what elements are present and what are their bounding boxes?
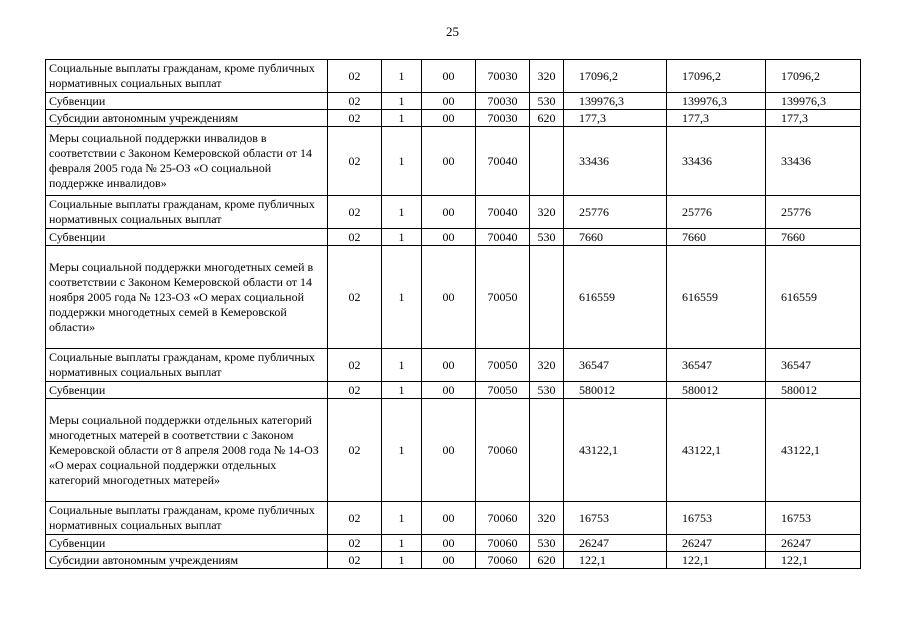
amount-year2-cell: 616559 <box>667 246 766 349</box>
amount-year1-cell: 25776 <box>564 196 667 229</box>
article-code-cell: 70050 <box>476 349 530 382</box>
article-code-cell: 70050 <box>476 382 530 399</box>
article-code-cell: 70050 <box>476 246 530 349</box>
program-code-cell: 1 <box>382 246 422 349</box>
program-code-cell: 1 <box>382 552 422 569</box>
amount-year3-cell: 43122,1 <box>766 399 861 502</box>
article-code-cell: 70060 <box>476 552 530 569</box>
section-code-cell: 02 <box>328 502 382 535</box>
table-row <box>46 399 861 502</box>
row-name-cell: Субвенции <box>46 535 328 552</box>
expense-type-cell: 530 <box>530 93 564 110</box>
program-code-cell: 1 <box>382 502 422 535</box>
section-code-cell: 02 <box>328 127 382 196</box>
subprogram-code-cell: 00 <box>422 229 476 246</box>
amount-year3-cell: 25776 <box>766 196 861 229</box>
row-name-cell: Меры социальной поддержки отдельных категорий многодетных матерей в соответствии с Законом Кемеровской области от 8 апреля 2008 года № 14-ОЗ «О мерах социальной поддержки отдельных категорий многодетных матерей» <box>46 399 328 502</box>
program-code-cell: 1 <box>382 93 422 110</box>
amount-year3-cell: 33436 <box>766 127 861 196</box>
subprogram-code-cell: 00 <box>422 110 476 127</box>
program-code-cell: 1 <box>382 535 422 552</box>
article-code-cell: 70040 <box>476 229 530 246</box>
expense-type-cell: 530 <box>530 535 564 552</box>
row-name-cell: Социальные выплаты гражданам, кроме публичных нормативных социальных выплат <box>46 349 328 382</box>
expense-type-cell: 530 <box>530 229 564 246</box>
table-row <box>46 535 861 552</box>
table-row <box>46 382 861 399</box>
amount-year1-cell: 16753 <box>564 502 667 535</box>
section-code-cell: 02 <box>328 229 382 246</box>
amount-year3-cell: 580012 <box>766 382 861 399</box>
row-name-cell: Субвенции <box>46 229 328 246</box>
article-code-cell: 70060 <box>476 502 530 535</box>
table-row <box>46 127 861 196</box>
amount-year1-cell: 7660 <box>564 229 667 246</box>
amount-year1-cell: 26247 <box>564 535 667 552</box>
section-code-cell: 02 <box>328 196 382 229</box>
program-code-cell: 1 <box>382 229 422 246</box>
program-code-cell: 1 <box>382 196 422 229</box>
subprogram-code-cell: 00 <box>422 535 476 552</box>
expense-type-cell: 320 <box>530 349 564 382</box>
program-code-cell: 1 <box>382 399 422 502</box>
amount-year1-cell: 43122,1 <box>564 399 667 502</box>
amount-year2-cell: 177,3 <box>667 110 766 127</box>
amount-year3-cell: 139976,3 <box>766 93 861 110</box>
section-code-cell: 02 <box>328 246 382 349</box>
expense-type-cell: 320 <box>530 502 564 535</box>
section-code-cell: 02 <box>328 382 382 399</box>
table-row <box>46 502 861 535</box>
table-row <box>46 196 861 229</box>
article-code-cell: 70030 <box>476 60 530 93</box>
section-code-cell: 02 <box>328 349 382 382</box>
amount-year2-cell: 43122,1 <box>667 399 766 502</box>
amount-year1-cell: 33436 <box>564 127 667 196</box>
subprogram-code-cell: 00 <box>422 246 476 349</box>
section-code-cell: 02 <box>328 110 382 127</box>
expense-type-cell: 320 <box>530 196 564 229</box>
amount-year2-cell: 139976,3 <box>667 93 766 110</box>
table-row <box>46 110 861 127</box>
article-code-cell: 70030 <box>476 93 530 110</box>
article-code-cell: 70060 <box>476 535 530 552</box>
amount-year3-cell: 36547 <box>766 349 861 382</box>
table-row <box>46 60 861 93</box>
subprogram-code-cell: 00 <box>422 196 476 229</box>
amount-year2-cell: 36547 <box>667 349 766 382</box>
amount-year2-cell: 580012 <box>667 382 766 399</box>
program-code-cell: 1 <box>382 382 422 399</box>
table-row <box>46 229 861 246</box>
subprogram-code-cell: 00 <box>422 60 476 93</box>
row-name-cell: Меры социальной поддержки инвалидов в соответствии с Законом Кемеровской области от 14 февраля 2005 года № 25-ОЗ «О социальной поддержке инвалидов» <box>46 127 328 196</box>
section-code-cell: 02 <box>328 535 382 552</box>
article-code-cell: 70040 <box>476 196 530 229</box>
article-code-cell: 70030 <box>476 110 530 127</box>
amount-year1-cell: 122,1 <box>564 552 667 569</box>
amount-year3-cell: 7660 <box>766 229 861 246</box>
article-code-cell: 70040 <box>476 127 530 196</box>
row-name-cell: Меры социальной поддержки многодетных семей в соответствии с Законом Кемеровской области от 14 ноября 2005 года № 123-ОЗ «О мерах социальной поддержки многодетных семей в Кемеровской области» <box>46 246 328 349</box>
amount-year3-cell: 26247 <box>766 535 861 552</box>
row-name-cell: Социальные выплаты гражданам, кроме публичных нормативных социальных выплат <box>46 502 328 535</box>
amount-year1-cell: 36547 <box>564 349 667 382</box>
amount-year2-cell: 33436 <box>667 127 766 196</box>
subprogram-code-cell: 00 <box>422 502 476 535</box>
subprogram-code-cell: 00 <box>422 552 476 569</box>
program-code-cell: 1 <box>382 127 422 196</box>
table-row <box>46 349 861 382</box>
program-code-cell: 1 <box>382 110 422 127</box>
section-code-cell: 02 <box>328 60 382 93</box>
amount-year2-cell: 25776 <box>667 196 766 229</box>
subprogram-code-cell: 00 <box>422 93 476 110</box>
amount-year2-cell: 122,1 <box>667 552 766 569</box>
amount-year3-cell: 177,3 <box>766 110 861 127</box>
row-name-cell: Субвенции <box>46 382 328 399</box>
amount-year3-cell: 17096,2 <box>766 60 861 93</box>
subprogram-code-cell: 00 <box>422 349 476 382</box>
expense-type-cell: 320 <box>530 60 564 93</box>
amount-year1-cell: 139976,3 <box>564 93 667 110</box>
expense-type-cell: 620 <box>530 552 564 569</box>
row-name-cell: Субсидии автономным учреждениям <box>46 110 328 127</box>
table-row <box>46 93 861 110</box>
amount-year2-cell: 26247 <box>667 535 766 552</box>
amount-year3-cell: 616559 <box>766 246 861 349</box>
row-name-cell: Социальные выплаты гражданам, кроме публичных нормативных социальных выплат <box>46 60 328 93</box>
amount-year3-cell: 16753 <box>766 502 861 535</box>
section-code-cell: 02 <box>328 93 382 110</box>
section-code-cell: 02 <box>328 552 382 569</box>
program-code-cell: 1 <box>382 60 422 93</box>
program-code-cell: 1 <box>382 349 422 382</box>
amount-year1-cell: 177,3 <box>564 110 667 127</box>
subprogram-code-cell: 00 <box>422 399 476 502</box>
amount-year1-cell: 17096,2 <box>564 60 667 93</box>
amount-year2-cell: 16753 <box>667 502 766 535</box>
amount-year2-cell: 17096,2 <box>667 60 766 93</box>
expense-type-cell: 530 <box>530 382 564 399</box>
row-name-cell: Субсидии автономным учреждениям <box>46 552 328 569</box>
subprogram-code-cell: 00 <box>422 382 476 399</box>
table-row <box>46 552 861 569</box>
amount-year1-cell: 616559 <box>564 246 667 349</box>
expense-type-cell <box>530 127 564 196</box>
row-name-cell: Социальные выплаты гражданам, кроме публичных нормативных социальных выплат <box>46 196 328 229</box>
expense-type-cell <box>530 246 564 349</box>
amount-year1-cell: 580012 <box>564 382 667 399</box>
amount-year3-cell: 122,1 <box>766 552 861 569</box>
article-code-cell: 70060 <box>476 399 530 502</box>
expense-type-cell <box>530 399 564 502</box>
budget-table <box>45 59 861 569</box>
section-code-cell: 02 <box>328 399 382 502</box>
subprogram-code-cell: 00 <box>422 127 476 196</box>
amount-year2-cell: 7660 <box>667 229 766 246</box>
page-number: 25 <box>446 24 459 39</box>
row-name-cell: Субвенции <box>46 93 328 110</box>
table-row <box>46 246 861 349</box>
expense-type-cell: 620 <box>530 110 564 127</box>
